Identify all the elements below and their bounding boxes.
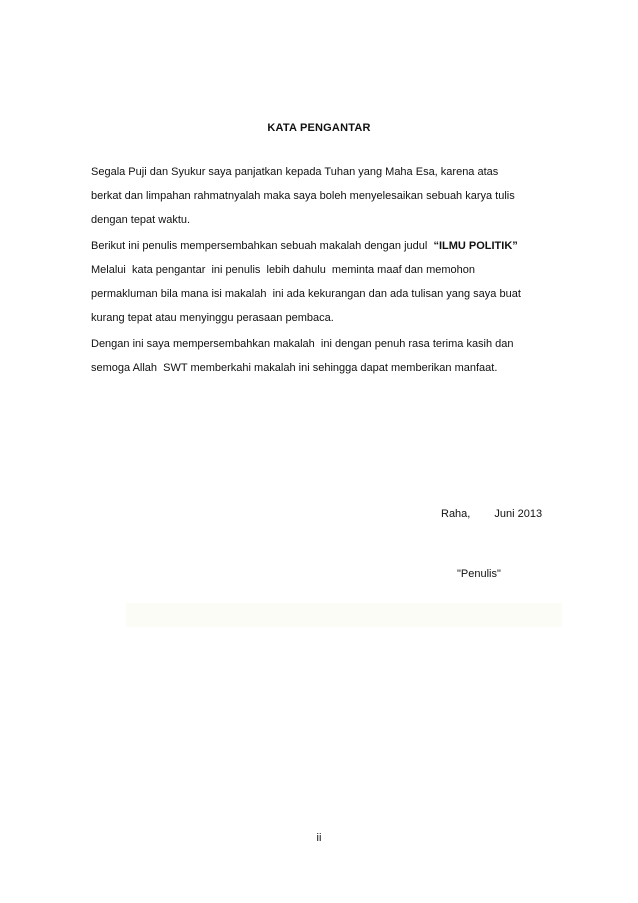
page-title: KATA PENGANTAR — [267, 122, 371, 134]
paragraph-line: semoga Allah SWT memberkahi makalah ini sehingga dapat memberikan manfaat. — [91, 362, 498, 374]
page-number: ii — [316, 832, 322, 844]
background-band — [126, 603, 562, 627]
paragraph-line: dengan tepat waktu. — [91, 214, 191, 226]
paragraph-opening — [91, 160, 561, 232]
signature-date: Juni 2013 — [494, 508, 543, 520]
signature-place-date — [441, 508, 542, 520]
paragraph-line: kurang tepat atau menyinggu perasaan pembaca. — [91, 312, 334, 324]
paragraph-line: Dengan ini saya mempersembahkan makalah ini dengan penuh rasa terima kasih dan — [91, 338, 514, 350]
paragraph-text: Berikut ini penulis mempersembahkan sebuah makalah dengan judul — [91, 240, 434, 252]
paragraph-line: Melalui kata pengantar ini penulis lebih dahulu meminta maaf dan memohon — [91, 264, 476, 276]
paragraph-line — [91, 234, 561, 258]
paragraph-line: berkat dan limpahan rahmatnyalah maka saya boleh menyelesaikan sebuah karya tulis — [91, 190, 515, 202]
paragraph-line: Segala Puji dan Syukur saya panjatkan kepada Tuhan yang Maha Esa, karena atas — [91, 166, 499, 178]
paragraph-line: permakluman bila mana isi makalah ini ada kekurangan dan ada tulisan yang saya buat — [91, 288, 521, 300]
signature-place: Raha, — [441, 508, 471, 520]
paragraph-purpose — [91, 234, 561, 330]
paragraph-closing — [91, 332, 561, 380]
paper-title-emphasis: “ILMU POLITIK” — [433, 240, 518, 252]
signature-author: "Penulis" — [457, 568, 501, 580]
